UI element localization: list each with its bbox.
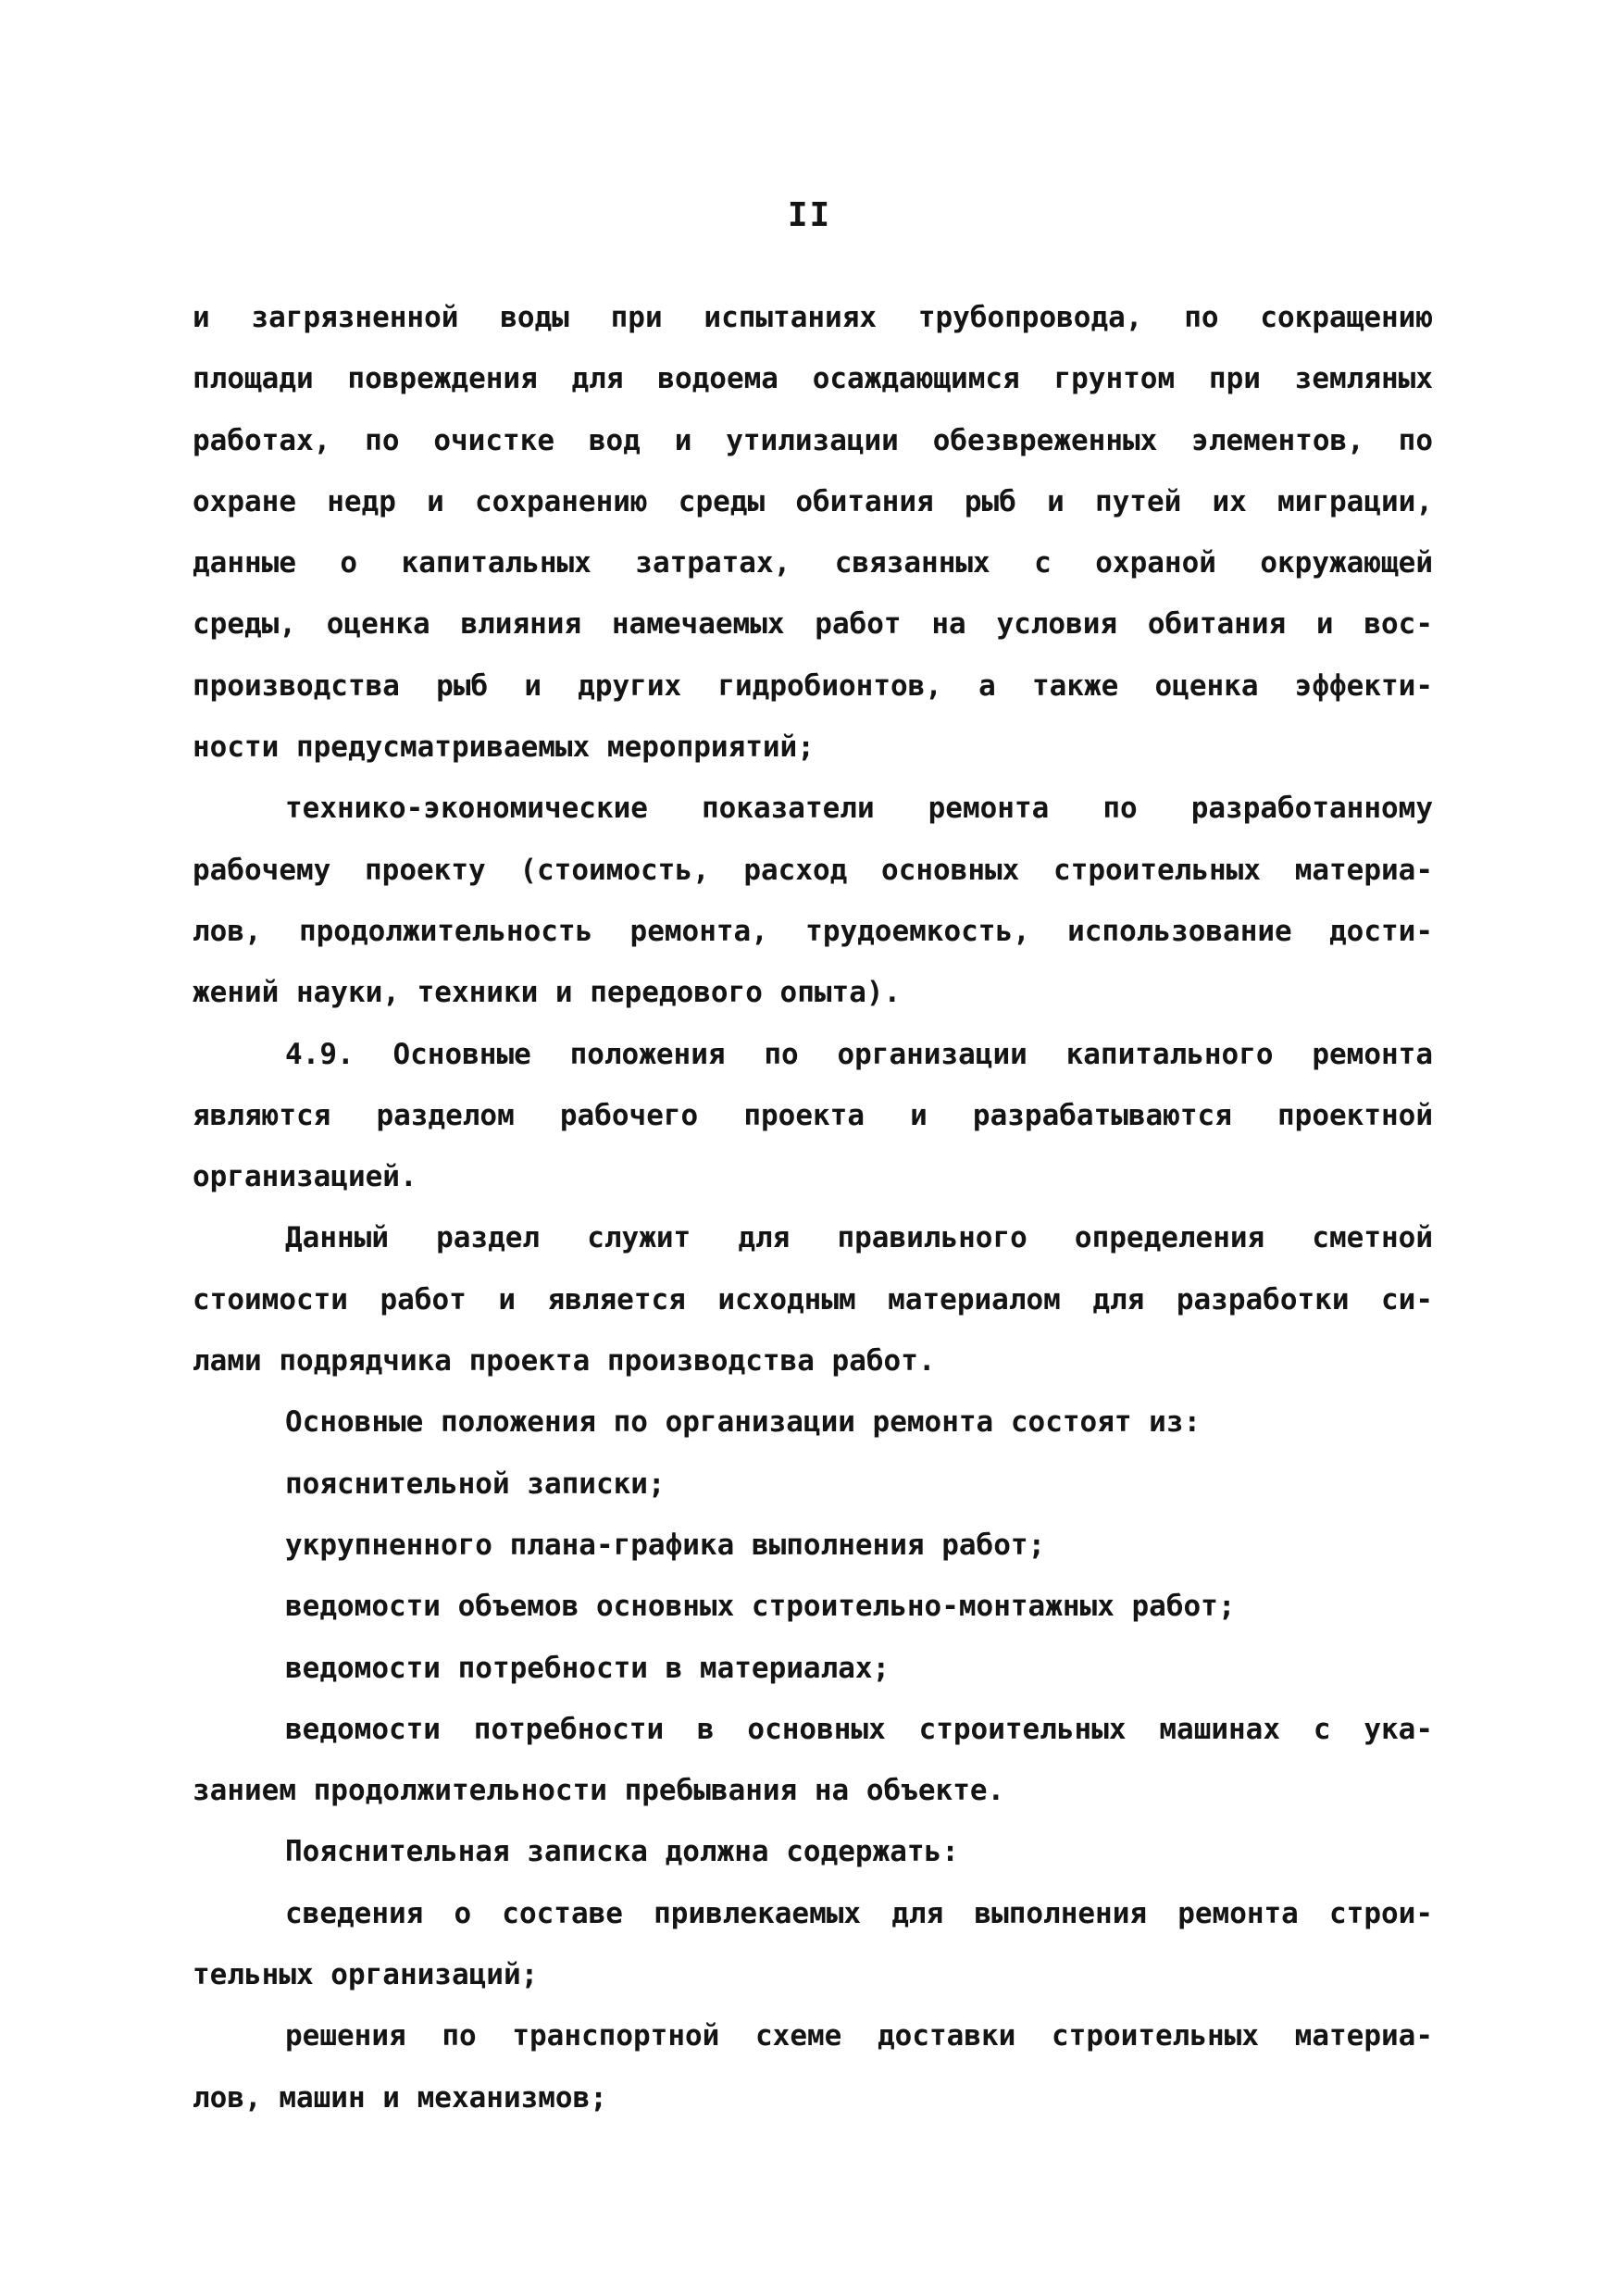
text-line: пояснительной записки; <box>285 1466 666 1501</box>
text-line: Пояснительная записка должна содержать: <box>285 1835 959 1869</box>
text-line: ведомости потребности в основных строительных машинах с ука- <box>285 1712 1433 1746</box>
text-line: технико-экономические показатели ремонта по разработанному <box>285 792 1433 826</box>
text-line: работах, по очистке вод и утилизации обезвреженных элементов, по <box>193 423 1433 457</box>
text-line: Основные положения по организации ремонта состоят из: <box>285 1405 1202 1440</box>
text-line: решения по транспортной схеме доставки строительных материа- <box>285 2019 1433 2053</box>
text-line: 4.9. Основные положения по организации капитального ремонта <box>285 1037 1433 1071</box>
document-text-body <box>193 287 1433 2128</box>
text-line: занием продолжительности пребывания на объекте. <box>193 1774 1005 1808</box>
text-line: сведения о составе привлекаемых для выполнения ремонта строи- <box>285 1896 1433 1930</box>
text-line: лами подрядчика проекта производства работ. <box>193 1344 936 1379</box>
text-line: стоимости работ и является исходным материалом для разработки си- <box>193 1282 1433 1316</box>
text-line: Данный раздел служит для правильного определения сметной <box>285 1221 1433 1255</box>
text-line: ведомости объемов основных строительно-монтажных работ; <box>285 1590 1236 1624</box>
text-line: являются разделом рабочего проекта и разрабатываются проектной <box>193 1098 1433 1132</box>
text-line: охране недр и сохранению среды обитания рыб и путей их миграции, <box>193 484 1433 518</box>
text-line: производства рыб и других гидробионтов, а также оценка эффекти- <box>193 668 1433 703</box>
text-line: жений науки, техники и передового опыта). <box>193 976 902 1010</box>
text-line: и загрязненной воды при испытаниях трубопровода, по сокращению <box>193 301 1433 334</box>
text-line: рабочему проекту (стоимость, расход основных строительных материа- <box>193 853 1433 887</box>
text-line: среды, оценка влияния намечаемых работ на условия обитания и вос- <box>193 607 1433 642</box>
page-number: II <box>787 196 832 234</box>
text-line: укрупненного плана-графика выполнения работ; <box>285 1528 1046 1562</box>
text-line: организацией. <box>193 1160 417 1194</box>
text-line: ности предусматриваемых мероприятий; <box>193 730 815 765</box>
text-line: лов, машин и механизмов; <box>193 2080 607 2115</box>
text-line: площади повреждения для водоема осаждающимся грунтом при земляных <box>193 362 1433 396</box>
text-line: данные о капитальных затратах, связанных с охраной окружающей <box>193 546 1433 580</box>
text-line: лов, продолжительность ремонта, трудоемкость, использование дости- <box>193 914 1433 948</box>
text-line: ведомости потребности в материалах; <box>285 1651 890 1685</box>
text-line: тельных организаций; <box>193 1958 539 1992</box>
